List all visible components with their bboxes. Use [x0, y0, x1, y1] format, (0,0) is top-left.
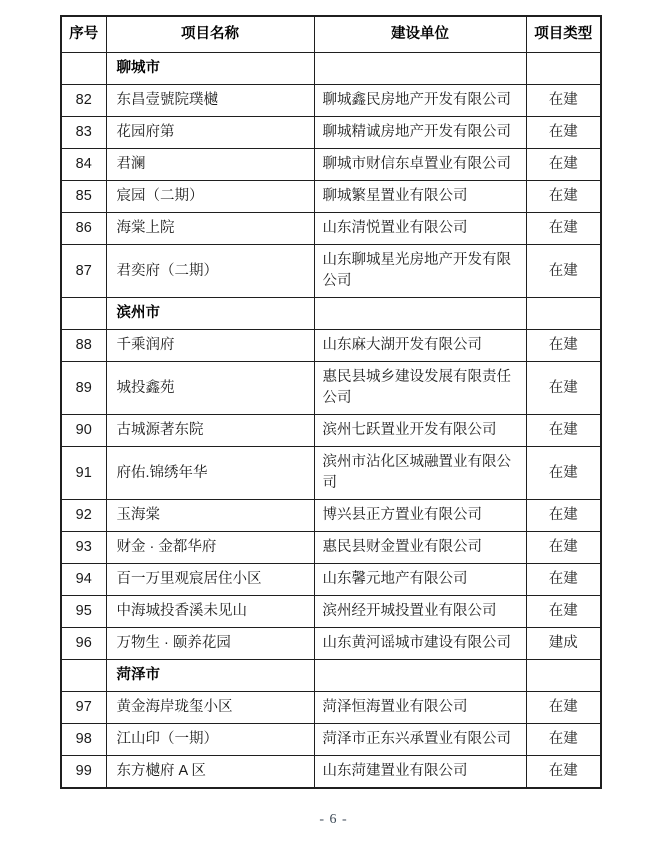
projects-table: [60, 15, 602, 789]
project-type: 在建: [526, 213, 601, 245]
city-group-row: [61, 298, 601, 330]
header-project-type: 项目类型: [526, 16, 601, 53]
project-name: 城投鑫苑: [106, 362, 314, 415]
project-row: [61, 117, 601, 149]
city-group-row: [61, 660, 601, 692]
city-name: 菏泽市: [106, 660, 314, 692]
project-name: 东方樾府 A 区: [106, 756, 314, 789]
city-group-row: [61, 53, 601, 85]
project-name: 君奕府（二期）: [106, 245, 314, 298]
project-row: [61, 724, 601, 756]
project-serial-number: 99: [61, 756, 106, 789]
project-serial-number: 98: [61, 724, 106, 756]
project-row: [61, 362, 601, 415]
city-name: 滨州市: [106, 298, 314, 330]
header-serial-number: 序号: [61, 16, 106, 53]
project-serial-number: 97: [61, 692, 106, 724]
project-row: [61, 596, 601, 628]
project-type: 在建: [526, 117, 601, 149]
project-serial-number: [61, 298, 106, 330]
project-type: 在建: [526, 564, 601, 596]
project-name: 百一万里观宸居住小区: [106, 564, 314, 596]
construction-unit: [314, 660, 526, 692]
project-name: 玉海棠: [106, 500, 314, 532]
project-name: 中海城投香溪未见山: [106, 596, 314, 628]
project-row: [61, 500, 601, 532]
project-name: 花园府第: [106, 117, 314, 149]
project-row: [61, 692, 601, 724]
construction-unit: 山东馨元地产有限公司: [314, 564, 526, 596]
project-serial-number: 85: [61, 181, 106, 213]
construction-unit: 山东黄河谣城市建设有限公司: [314, 628, 526, 660]
project-row: [61, 213, 601, 245]
project-row: [61, 564, 601, 596]
project-name: 宸园（二期）: [106, 181, 314, 213]
project-name: 江山印（一期）: [106, 724, 314, 756]
construction-unit: 聊城繁星置业有限公司: [314, 181, 526, 213]
construction-unit: 滨州经开城投置业有限公司: [314, 596, 526, 628]
project-row: [61, 330, 601, 362]
project-name: 海棠上院: [106, 213, 314, 245]
project-row: [61, 85, 601, 117]
page-number: - 6 -: [319, 812, 348, 827]
construction-unit: 山东清悦置业有限公司: [314, 213, 526, 245]
project-serial-number: 93: [61, 532, 106, 564]
project-serial-number: [61, 53, 106, 85]
project-type: 在建: [526, 330, 601, 362]
construction-unit: 滨州市沾化区城融置业有限公司: [314, 447, 526, 500]
project-type: [526, 298, 601, 330]
header-construction-unit: 建设单位: [314, 16, 526, 53]
project-type: 在建: [526, 500, 601, 532]
project-row: [61, 415, 601, 447]
construction-unit: 聊城市财信东卓置业有限公司: [314, 149, 526, 181]
construction-unit: 博兴县正方置业有限公司: [314, 500, 526, 532]
project-type: 在建: [526, 447, 601, 500]
project-name: 黄金海岸珑玺小区: [106, 692, 314, 724]
project-serial-number: 95: [61, 596, 106, 628]
project-name: 东昌壹號院璞樾: [106, 85, 314, 117]
project-name: 古城源著东院: [106, 415, 314, 447]
project-type: [526, 660, 601, 692]
construction-unit: 惠民县城乡建设发展有限责任公司: [314, 362, 526, 415]
project-type: [526, 53, 601, 85]
project-serial-number: 92: [61, 500, 106, 532]
project-row: [61, 756, 601, 789]
construction-unit: [314, 53, 526, 85]
construction-unit: 山东菏建置业有限公司: [314, 756, 526, 789]
construction-unit: 滨州七跃置业开发有限公司: [314, 415, 526, 447]
project-type: 在建: [526, 756, 601, 789]
project-serial-number: 90: [61, 415, 106, 447]
project-serial-number: 89: [61, 362, 106, 415]
construction-unit: 山东聊城星光房地产开发有限公司: [314, 245, 526, 298]
project-row: [61, 447, 601, 500]
city-name: 聊城市: [106, 53, 314, 85]
project-serial-number: 88: [61, 330, 106, 362]
project-name: 君澜: [106, 149, 314, 181]
project-row: [61, 245, 601, 298]
project-type: 在建: [526, 245, 601, 298]
project-row: [61, 181, 601, 213]
project-type: 在建: [526, 181, 601, 213]
project-type: 建成: [526, 628, 601, 660]
project-row: [61, 532, 601, 564]
project-type: 在建: [526, 596, 601, 628]
header-project-name: 项目名称: [106, 16, 314, 53]
project-type: 在建: [526, 724, 601, 756]
construction-unit: 菏泽恒海置业有限公司: [314, 692, 526, 724]
project-serial-number: [61, 660, 106, 692]
construction-unit: 惠民县财金置业有限公司: [314, 532, 526, 564]
project-serial-number: 96: [61, 628, 106, 660]
project-serial-number: 94: [61, 564, 106, 596]
project-name: 财金 · 金都华府: [106, 532, 314, 564]
project-serial-number: 91: [61, 447, 106, 500]
construction-unit: 聊城精诚房地产开发有限公司: [314, 117, 526, 149]
project-type: 在建: [526, 415, 601, 447]
project-type: 在建: [526, 362, 601, 415]
project-name: 万物生 · 颐养花园: [106, 628, 314, 660]
table-header-row: [61, 16, 601, 53]
project-serial-number: 84: [61, 149, 106, 181]
project-serial-number: 87: [61, 245, 106, 298]
project-type: 在建: [526, 692, 601, 724]
project-serial-number: 82: [61, 85, 106, 117]
project-type: 在建: [526, 532, 601, 564]
construction-unit: 聊城鑫民房地产开发有限公司: [314, 85, 526, 117]
project-type: 在建: [526, 149, 601, 181]
project-row: [61, 628, 601, 660]
construction-unit: 菏泽市正东兴承置业有限公司: [314, 724, 526, 756]
construction-unit: [314, 298, 526, 330]
construction-unit: 山东麻大湖开发有限公司: [314, 330, 526, 362]
project-name: 千乘润府: [106, 330, 314, 362]
project-serial-number: 86: [61, 213, 106, 245]
project-serial-number: 83: [61, 117, 106, 149]
project-name: 府佑.锦绣年华: [106, 447, 314, 500]
project-row: [61, 149, 601, 181]
project-type: 在建: [526, 85, 601, 117]
